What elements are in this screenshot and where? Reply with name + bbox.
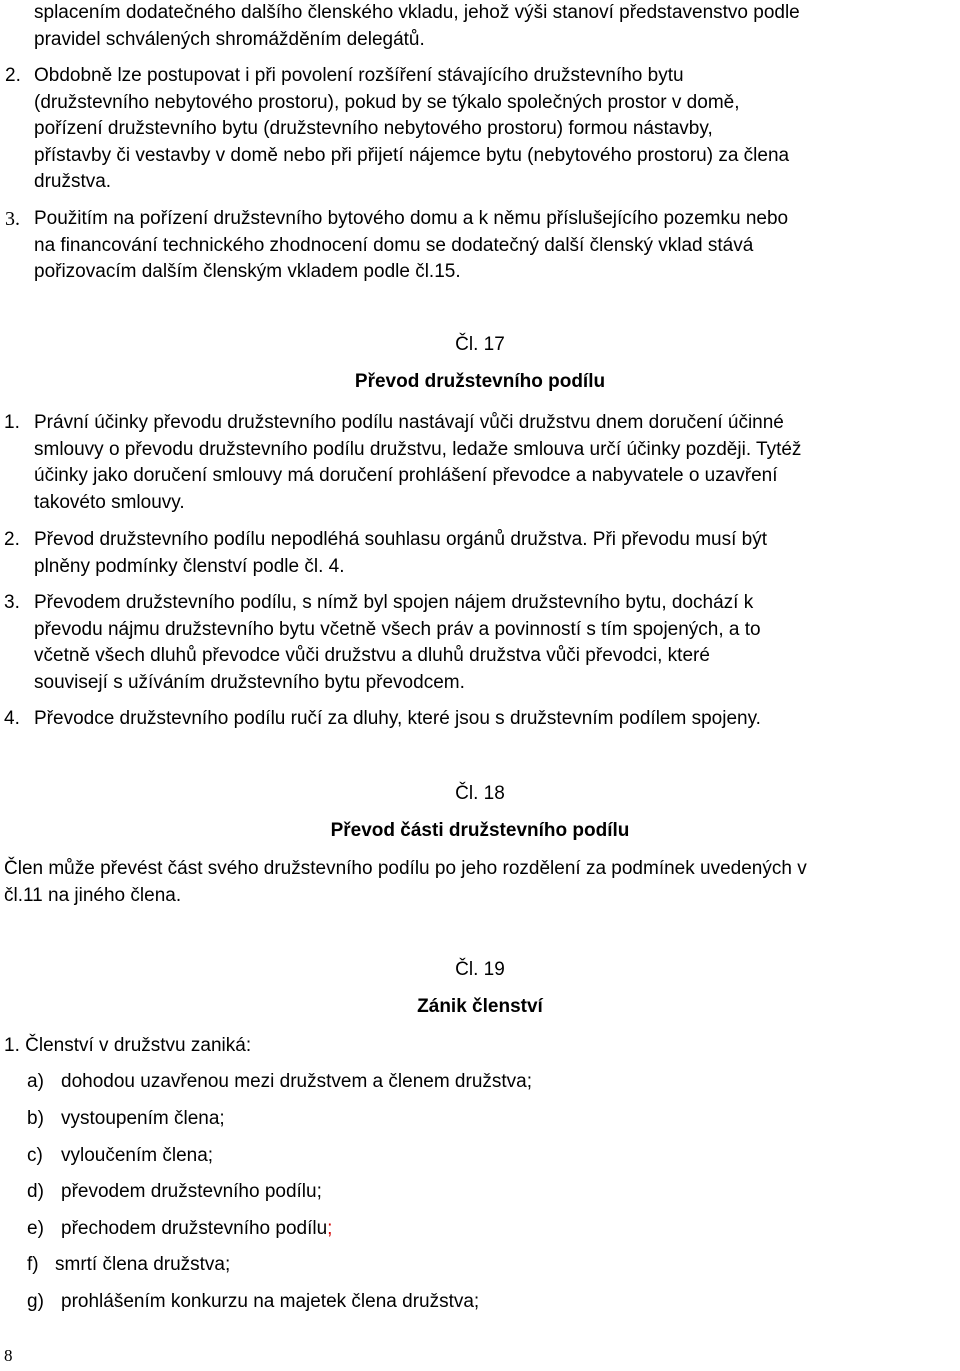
list-item-text: dohodou uzavřenou mezi družstvem a členem družstva; — [61, 1071, 533, 1092]
paragraph-number: 2. — [5, 65, 21, 86]
list-marker: c) — [27, 1145, 43, 1166]
text-line: plněny podmínky členství podle čl. 4. — [34, 555, 345, 577]
list-item-text: vystoupením člena; — [61, 1108, 225, 1129]
list-item-text: prohlášením konkurzu na majetek člena družstva; — [61, 1291, 480, 1312]
text-line: Použitím na pořízení družstevního bytového domu a k němu příslušejícího pozemku nebo — [34, 208, 789, 229]
text-line: pořízení družstevního bytu (družstevního nebytového prostoru) formou nástavby, — [34, 118, 713, 139]
article-19-number: Čl. 19 — [455, 959, 505, 980]
list-marker: f) — [27, 1254, 39, 1275]
list-item — [27, 1252, 230, 1279]
article-18-number: Čl. 18 — [455, 783, 505, 804]
paragraph-number: 4. — [4, 708, 20, 729]
list-item — [27, 1216, 332, 1243]
list-item — [27, 1143, 213, 1170]
text-line: převodu nájmu družstevního bytu včetně všech práv a povinností s tím spojených, a to — [34, 618, 761, 640]
continuation-paragraph — [34, 0, 939, 53]
text-line: (družstevního nebytového prostoru), pokud by se týkalo společných prostor v domě, — [34, 91, 740, 113]
article-19-title: Zánik členství — [417, 996, 543, 1017]
paragraph-number: 3. — [5, 208, 20, 230]
text-line: čl.11 na jiného člena. — [4, 884, 182, 906]
list-item-text: převodem družstevního podílu; — [61, 1181, 322, 1202]
text-line: Obdobně lze postupovat i při povolení rozšíření stávajícího družstevního bytu — [34, 65, 684, 86]
paragraph-2-art17 — [4, 527, 939, 580]
paragraph-number: 1. — [4, 412, 20, 433]
list-item — [27, 1069, 532, 1096]
article-17-number: Čl. 17 — [455, 334, 505, 355]
article-17-title: Převod družstevního podílu — [354, 371, 606, 392]
list-item — [27, 1289, 479, 1316]
list-marker: e) — [27, 1218, 44, 1239]
text-line: splacením dodatečného dalšího členského vkladu, jehož výši stanoví představenstvo podle — [34, 2, 800, 23]
text-line: přístavby či vestavby v domě nebo při přijetí nájemce bytu (nebytového prostoru) za člena — [34, 144, 790, 166]
list-item — [27, 1106, 225, 1133]
text-line: Převodce družstevního podílu ručí za dluhy, které jsou s družstevním podílem spojeny. — [34, 708, 761, 729]
text-line: včetně všech dluhů převodce vůči družstvu a dluhů družstva vůči převodci, které — [34, 645, 710, 666]
text-line: Právní účinky převodu družstevního podílu nastávají vůči družstvu dnem doručení účinné — [34, 412, 784, 433]
list-marker: b) — [27, 1108, 44, 1129]
text-line: Člen může převést část svého družstevního podílu po jeho rozdělení za podmínek uvedených v — [4, 858, 807, 879]
list-marker: d) — [27, 1181, 44, 1202]
article-18-title: Převod části družstevního podílu — [330, 820, 630, 841]
text-line: pravidel schválených shromážděním delegátů. — [34, 28, 425, 50]
article-18-paragraph — [4, 856, 956, 909]
text-line: na financování technického zhodnocení domu se dodatečný další členský vklad stává — [34, 234, 754, 256]
list-item — [27, 1179, 322, 1206]
paragraph-3-art17 — [4, 590, 939, 696]
text-line: pořizovacím dalším členským vkladem podle čl.15. — [34, 261, 461, 282]
paragraph-number: 3. — [4, 592, 20, 613]
list-item-text: smrtí člena družstva; — [55, 1254, 231, 1275]
text-line: Převod družstevního podílu nepodléhá souhlasu orgánů družstva. Při převodu musí být — [34, 529, 768, 550]
list-marker: g) — [27, 1291, 44, 1312]
paragraph-4-art17 — [4, 706, 939, 733]
paragraph-3-art16 — [5, 206, 939, 286]
text-line: smlouvy o převodu družstevního podílu družstvu, ledaže smlouva určí účinky později. Tytéž — [34, 438, 802, 460]
text-line: souvisejí s užíváním družstevního bytu převodcem. — [34, 671, 465, 693]
text-line: účinky jako doručení smlouvy má doručení prohlášení převodce a nabyvatele o uzavření — [34, 465, 778, 486]
page-number: 8 — [4, 1346, 13, 1365]
text-line: družstva. — [34, 171, 112, 192]
text-line: takovéto smlouvy. — [34, 491, 185, 513]
text-line: Převodem družstevního podílu, s nímž byl spojen nájem družstevního bytu, dochází k — [34, 592, 754, 613]
paragraph-1-art17 — [4, 410, 939, 516]
list-marker: a) — [27, 1071, 44, 1092]
article-19-intro: 1. Členství v družstvu zaniká: — [4, 1035, 252, 1056]
paragraph-number: 2. — [4, 529, 20, 550]
list-item-text: přechodem družstevního podílu — [61, 1218, 328, 1239]
paragraph-2-art16 — [5, 63, 939, 196]
list-item-text: vyloučením člena; — [61, 1145, 214, 1166]
red-semicolon: ; — [327, 1218, 333, 1239]
